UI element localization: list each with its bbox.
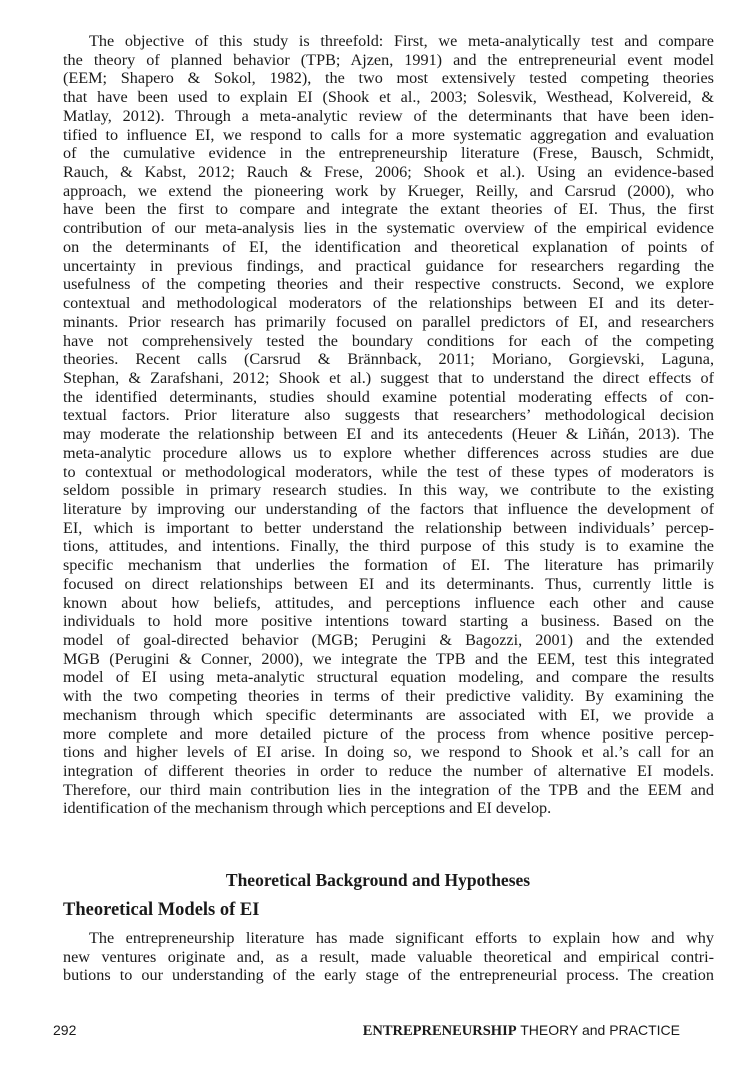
text-line: that have been used to explain EI (Shook et al., 2003; Solesvik, Westhead, Kolvereid, & bbox=[63, 88, 714, 107]
text-line: identification of the mechanism through which perceptions and EI develop. bbox=[63, 799, 552, 818]
text-line: specific mechanism that underlies the formation of EI. The literature has primarily bbox=[63, 556, 714, 575]
text-line: contribution of our meta-analysis lies in the systematic overview of the empirical evidence bbox=[63, 219, 714, 238]
text-line: Stephan, & Zarafshani, 2012; Shook et al.) suggest that to understand the direct effects of bbox=[63, 368, 714, 387]
text-line: tions, attitudes, and intentions. Finally, the third purpose of this study is to examine the bbox=[63, 537, 714, 556]
page-number: 292 bbox=[53, 1022, 77, 1038]
text-line: on the determinants of EI, the identification and theoretical explanation of points of bbox=[63, 237, 714, 256]
journal-name-rest: THEORY and PRACTICE bbox=[516, 1022, 680, 1038]
text-line: EI, which is important to better understand the relationship between individuals’ percep- bbox=[63, 518, 714, 537]
text-line: have not comprehensively tested the boundary conditions for each of the competing bbox=[63, 331, 714, 350]
text-line: to contextual or methodological moderators, while the test of these types of moderators is bbox=[63, 462, 714, 481]
text-line: meta-analytic procedure allows us to explore whether differences across studies are due bbox=[63, 443, 714, 462]
text-line: seldom possible in primary research studies. In this way, we contribute to the existing bbox=[63, 481, 714, 500]
text-line: with the two competing theories in terms of their predictive validity. By examining the bbox=[63, 687, 714, 706]
journal-name-bold: ENTREPRENEURSHIP bbox=[362, 1023, 517, 1039]
text-line: contextual and methodological moderators of the relationships between EI and its deter- bbox=[63, 294, 714, 313]
text-line: (EEM; Shapero & Sokol, 1982), the two most extensively tested competing theories bbox=[63, 69, 714, 88]
text-line: usefulness of the competing theories and their respective constructs. Second, we explore bbox=[63, 275, 714, 294]
text-line: approach, we extend the pioneering work by Krueger, Reilly, and Carsrud (2000), who bbox=[63, 181, 714, 200]
text-line: tions and higher levels of EI arise. In doing so, we respond to Shook et al.’s call for an bbox=[63, 743, 714, 762]
text-line: have been the first to compare and integrate the extant theories of EI. Thus, the first bbox=[63, 200, 714, 219]
text-line: tified to influence EI, we respond to calls for a more systematic aggregation and evaluation bbox=[63, 125, 714, 144]
text-line: uncertainty in previous findings, and practical guidance for researchers regarding the bbox=[63, 256, 714, 275]
text-line: known about how beliefs, attitudes, and perceptions influence each other and cause bbox=[63, 593, 714, 612]
text-line: individuals to hold more positive intentions toward starting a business. Based on the bbox=[63, 612, 714, 631]
text-line: literature by improving our understanding of the factors that influence the development of bbox=[63, 499, 714, 518]
text-line: focused on direct relationships between EI and its determinants. Thus, currently little is bbox=[63, 574, 714, 593]
text-line: minants. Prior research has primarily focused on parallel predictors of EI, and researchers bbox=[63, 312, 714, 331]
text-line: Rauch, & Kabst, 2012; Rauch & Frese, 2006; Shook et al.). Using an evidence-based bbox=[63, 163, 714, 182]
text-line: The entrepreneurship literature has made significant efforts to explain how and why bbox=[89, 929, 714, 947]
text-line: theories. Recent calls (Carsrud & Brännback, 2011; Moriano, Gorgievski, Laguna, bbox=[63, 350, 714, 369]
text-line: Matlay, 2012). Through a meta-analytic review of the determinants that have been iden- bbox=[63, 106, 714, 125]
text-line: integration of different theories in order to reduce the number of alternative EI models. bbox=[63, 762, 714, 781]
text-line: the theory of planned behavior (TPB; Ajzen, 1991) and the entrepreneurial event model bbox=[63, 50, 714, 69]
text-line: mechanism through which specific determinants are associated with EI, we provide a bbox=[63, 705, 714, 724]
text-line: The objective of this study is threefold: First, we meta-analytically test and compare bbox=[89, 32, 714, 50]
text-line: butions to our understanding of the early stage of the entrepreneurial process. The creation bbox=[63, 966, 714, 985]
text-line: may moderate the relationship between EI and its antecedents (Heuer & Liñán, 2013). The bbox=[63, 425, 714, 444]
text-line: model of goal-directed behavior (MGB; Perugini & Bagozzi, 2001) and the extended bbox=[63, 631, 714, 649]
text-line: MGB (Perugini & Conner, 2000), we integrate the TPB and the EEM, test this integrated bbox=[63, 649, 714, 668]
text-line: model of EI using meta-analytic structural equation modeling, and compare the results bbox=[63, 668, 714, 687]
journal-name bbox=[363, 1022, 680, 1040]
text-line: more complete and more detailed picture of the process from whence positive percep- bbox=[63, 724, 714, 743]
text-line: Therefore, our third main contribution lies in the integration of the TPB and the EEM and bbox=[63, 780, 714, 799]
section-heading: Theoretical Background and Hypotheses bbox=[225, 870, 531, 890]
text-line: of the cumulative evidence in the entrepreneurship literature (Frese, Bausch, Schmidt, bbox=[63, 144, 714, 163]
subsection-heading: Theoretical Models of EI bbox=[63, 900, 260, 920]
body-paragraph-objectives bbox=[63, 32, 714, 818]
text-line: the identified determinants, studies should examine potential moderating effects of con- bbox=[63, 387, 714, 406]
body-paragraph-theoretical-models bbox=[63, 929, 714, 985]
text-line: textual factors. Prior literature also suggests that researchers’ methodological decision bbox=[63, 406, 714, 425]
text-line: new ventures originate and, as a result, made valuable theoretical and empirical contri- bbox=[63, 947, 714, 966]
